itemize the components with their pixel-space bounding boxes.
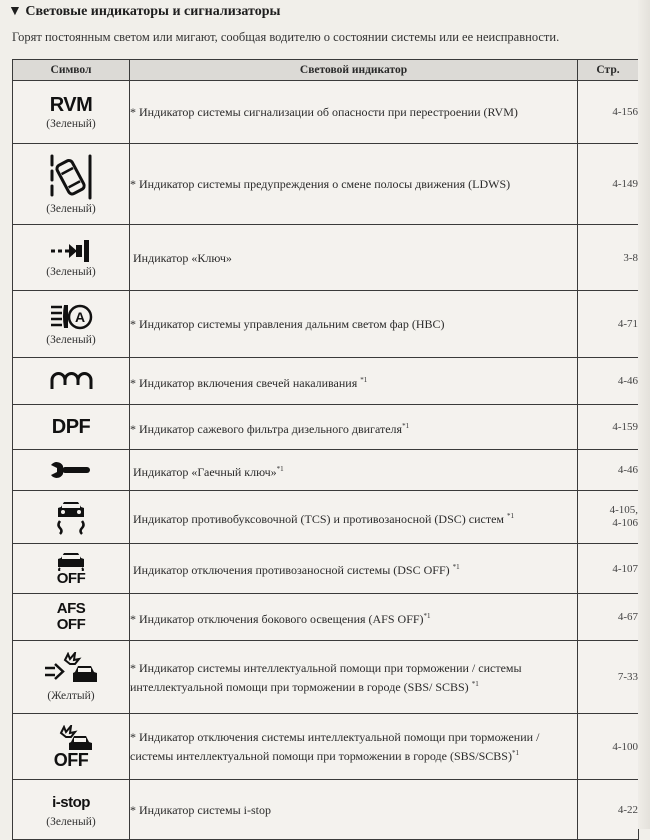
indicator-description: Индикатор системы i-stop xyxy=(139,802,271,817)
indicator-description: Индикатор системы интеллектуальной помощи при торможении / системы интеллектуальной помощи при торможении в городе (SBS/ SCBS) xyxy=(130,660,522,694)
table-row xyxy=(13,144,639,225)
page-ref: 4-159 xyxy=(578,405,639,450)
page-ref: 4-71 xyxy=(578,291,639,358)
availability-star: * xyxy=(130,730,136,744)
page-ref: 4-67 xyxy=(578,594,639,641)
footnote-mark: *1 xyxy=(276,464,284,473)
footnote-mark: *1 xyxy=(402,421,410,430)
page-ref: 4-107 xyxy=(578,544,639,594)
page-ref: 4-156 xyxy=(578,81,639,144)
glow-plug-icon xyxy=(49,370,93,392)
table-row xyxy=(13,358,639,405)
tcs-dsc-icon xyxy=(53,499,89,535)
indicator-description: Индикатор противобуксовочной (TCS) и противозаносной (DSC) систем xyxy=(133,511,508,526)
wrench-icon xyxy=(49,461,93,479)
indicator-description: Индикатор отключения бокового освещения (AFS OFF) xyxy=(139,611,424,626)
page-ref-secondary: 4-106 xyxy=(612,517,638,529)
indicator-description: Индикатор системы предупреждения о смене полосы движения (LDWS) xyxy=(139,177,511,191)
indicator-description: Индикатор включения свечей накаливания xyxy=(139,375,361,390)
indicator-description: Индикатор «Гаечный ключ» xyxy=(133,464,277,479)
section-heading: ▼ Световые индикаторы и сигнализаторы xyxy=(8,4,281,19)
hbc-icon xyxy=(48,302,94,332)
off-label: OFF xyxy=(53,749,89,770)
sbs-icon xyxy=(43,652,99,688)
footnote-mark: *1 xyxy=(423,611,431,620)
ldws-icon xyxy=(46,153,96,201)
footnote-mark: *1 xyxy=(471,679,479,688)
color-note: (Зеленый) xyxy=(46,265,96,278)
color-note: (Зеленый) xyxy=(46,203,96,215)
availability-star: * xyxy=(130,421,136,436)
availability-star: * xyxy=(130,177,136,191)
svg-text:A: A xyxy=(74,309,86,325)
table-row xyxy=(13,225,639,291)
rvm-symbol: RVM xyxy=(49,94,93,116)
istop-symbol: i-stop xyxy=(52,793,90,811)
availability-star: * xyxy=(130,317,136,331)
column-header-symbol: Символ xyxy=(13,60,130,81)
color-note: (Зеленый) xyxy=(46,334,96,346)
afs-off-label: OFF xyxy=(56,616,86,633)
page-ref: 4-22 xyxy=(578,780,639,840)
table-header-row xyxy=(13,60,639,81)
table-row xyxy=(13,714,639,780)
footnote-mark: *1 xyxy=(452,563,460,571)
table-row xyxy=(13,641,639,714)
page-ref: 7-33 xyxy=(578,641,639,714)
off-label: OFF xyxy=(56,569,86,587)
page-ref: 4-149 xyxy=(578,144,639,225)
indicator-description: Индикатор системы сигнализации об опасности при перестроении (RVM) xyxy=(139,105,518,119)
column-header-page: Стр. xyxy=(578,60,639,81)
page-ref: 3-8 xyxy=(578,225,639,291)
indicator-description: Индикатор сажевого фильтра дизельного двигателя xyxy=(139,421,403,436)
color-note: (Желтый) xyxy=(47,690,95,702)
page-ref: 4-100 xyxy=(578,714,639,780)
sbs-off-icon xyxy=(47,725,95,751)
table-row xyxy=(13,544,639,594)
availability-star: * xyxy=(130,105,136,119)
page-ref: 4-105, xyxy=(609,504,638,516)
indicator-description: Индикатор отключения системы интеллектуальной помощи при торможении /системы интеллектуальной помощи при торможении в городе (SBS/SCBS) xyxy=(130,730,540,763)
page-ref: 4-46 xyxy=(578,358,639,405)
dsc-off-icon xyxy=(54,551,88,571)
dpf-symbol: DPF xyxy=(51,416,91,438)
indicator-description: Индикатор «Ключ» xyxy=(133,250,232,265)
availability-star: * xyxy=(130,375,136,390)
page-ref: 4-46 xyxy=(578,450,639,491)
footnote-mark: *1 xyxy=(511,749,519,757)
table-row xyxy=(13,491,639,544)
availability-star: * xyxy=(130,611,136,626)
table-row xyxy=(13,594,639,641)
indicator-table xyxy=(12,59,639,840)
footnote-mark: *1 xyxy=(507,511,515,520)
page-gutter xyxy=(638,0,650,829)
color-note: (Зеленый) xyxy=(46,815,96,828)
table-row xyxy=(13,291,639,358)
section-subtitle: Горят постоянным светом или мигают, сообщая водителю о состоянии системы или ее неисправности. xyxy=(12,30,560,44)
table-row xyxy=(13,81,639,144)
availability-star: * xyxy=(130,802,136,817)
key-icon xyxy=(49,238,93,264)
table-row xyxy=(13,405,639,450)
indicator-description: Индикатор отключения противозаносной системы (DSC OFF) xyxy=(133,563,453,577)
availability-star: * xyxy=(130,660,136,675)
footnote-mark: *1 xyxy=(360,375,368,384)
column-header-indicator: Световой индикатор xyxy=(130,60,578,81)
color-note: (Зеленый) xyxy=(46,118,96,130)
table-row xyxy=(13,780,639,840)
table-row xyxy=(13,450,639,491)
indicator-description: Индикатор системы управления дальним светом фар (HBC) xyxy=(139,317,445,331)
afs-symbol: AFS xyxy=(56,600,86,617)
